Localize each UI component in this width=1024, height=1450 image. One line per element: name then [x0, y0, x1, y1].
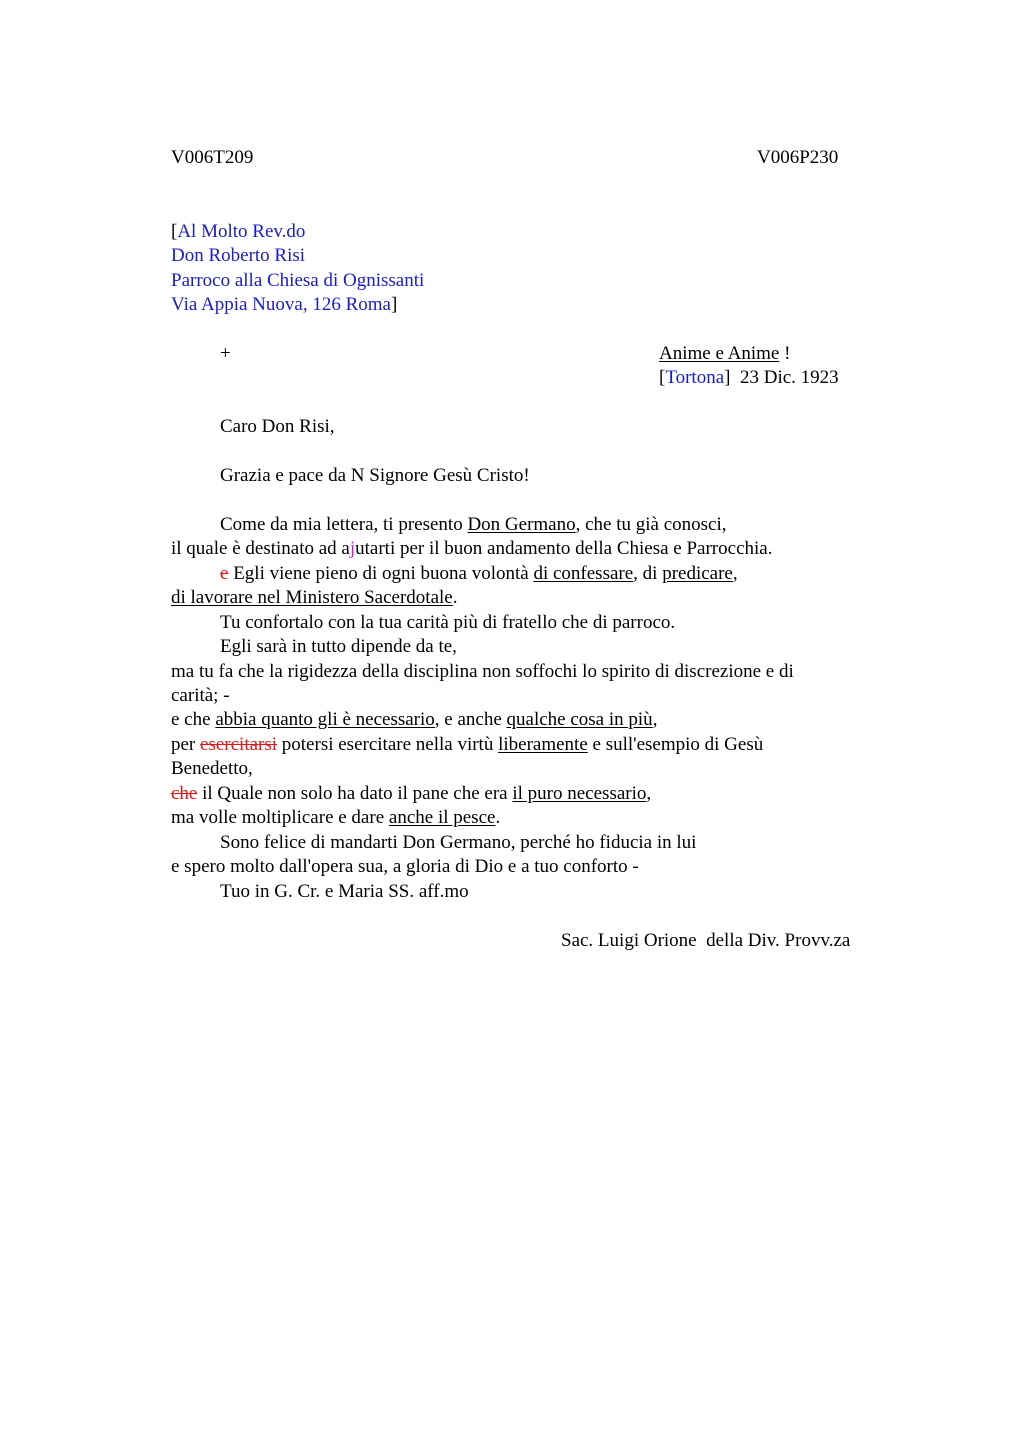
dateline-close-bracket: ] [724, 367, 731, 388]
body-line-14: Sono felice di mandarti Don Germano, perché ho fiducia in lui [220, 832, 697, 853]
deleted-text: che [171, 783, 198, 804]
body-text: e sull'esempio di Gesù [587, 734, 764, 755]
signature: Sac. Luigi Orione della Div. Provv.za [561, 930, 851, 951]
body-line-12 [171, 782, 651, 807]
underlined-text: anche il pesce [388, 807, 496, 828]
body-line-15: e spero molto dall'opera sua, a gloria di Dio e a tuo conforto - [171, 856, 639, 877]
body-line-9 [171, 708, 657, 733]
dateline-date: 23 Dic. 1923 [730, 367, 839, 388]
address-line-2: Don Roberto Risi [171, 245, 306, 266]
body-line-4 [171, 586, 457, 611]
address-line-1 [171, 220, 305, 245]
body-line-7: ma tu fa che la rigidezza della disciplina non soffochi lo spirito di discrezione e di [171, 661, 794, 682]
document-code-left: V006T209 [171, 147, 254, 168]
dateline [659, 366, 839, 391]
address-recipient-title: Al Molto Rev.do [177, 221, 306, 242]
body-line-6: Egli sarà in tutto dipende da te, [220, 636, 457, 657]
underlined-text: il puro necessario [512, 783, 647, 804]
body-text: , [652, 709, 658, 730]
address-close-bracket: ] [390, 294, 398, 315]
motto-text: Anime e Anime [659, 343, 780, 364]
salutation: Caro Don Risi, [220, 416, 335, 437]
closing-line: Tuo in G. Cr. e Maria SS. aff.mo [220, 881, 469, 902]
body-text: il quale è destinato ad a [171, 538, 350, 559]
document-code-right: V006P230 [757, 147, 839, 168]
underlined-text: di confessare [533, 563, 634, 584]
dateline-open-bracket: [ [659, 367, 666, 388]
address-line-3: Parroco alla Chiesa di Ognissanti [171, 270, 425, 291]
body-line-2 [171, 537, 772, 562]
underlined-text: Don Germano [467, 514, 576, 535]
body-text: e che [171, 709, 216, 730]
greeting: Grazia e pace da N Signore Gesù Cristo! [220, 465, 530, 486]
body-text: ma volle moltiplicare e dare [171, 807, 389, 828]
body-text: utarti per il buon andamento della Chiesa e Parrocchia. [355, 538, 773, 559]
body-text: . [495, 807, 501, 828]
deleted-text: e [220, 563, 229, 584]
body-line-13 [171, 806, 500, 831]
body-line-10 [171, 733, 763, 758]
body-line-8: carità; - [171, 685, 230, 706]
dateline-place: Tortona [665, 367, 725, 388]
body-text: , [646, 783, 652, 804]
cross-symbol: + [220, 343, 231, 364]
body-line-5: Tu confortalo con la tua carità più di fratello che di parroco. [220, 612, 676, 633]
underlined-text: di lavorare nel Ministero Sacerdotale [171, 587, 453, 608]
deleted-text: esercitarsi [200, 734, 278, 755]
address-line-4 [171, 293, 397, 318]
body-text: , [732, 563, 738, 584]
body-line-3 [220, 562, 738, 587]
correction-mark: j [349, 538, 356, 559]
body-text: , e anche [434, 709, 507, 730]
body-text: Come da mia lettera, ti presento [220, 514, 468, 535]
underlined-text: predicare [662, 563, 733, 584]
body-text: per [171, 734, 201, 755]
body-text: potersi esercitare nella virtù [277, 734, 499, 755]
underlined-text: qualche cosa in più [506, 709, 653, 730]
underlined-text: abbia quanto gli è necessario [215, 709, 435, 730]
motto-suffix: ! [779, 343, 791, 364]
body-text: . [452, 587, 458, 608]
body-text: il Quale non solo ha dato il pane che era [197, 783, 513, 804]
address-street: Via Appia Nuova, 126 Roma [171, 294, 391, 315]
motto [659, 342, 790, 367]
body-text: , di [633, 563, 663, 584]
address-open-bracket: [ [171, 221, 178, 242]
underlined-text: liberamente [498, 734, 588, 755]
body-line-11: Benedetto, [171, 758, 253, 779]
body-text: Egli viene pieno di ogni buona volontà [228, 563, 534, 584]
body-text: , che tu già conosci, [575, 514, 727, 535]
body-line-1 [220, 513, 727, 538]
